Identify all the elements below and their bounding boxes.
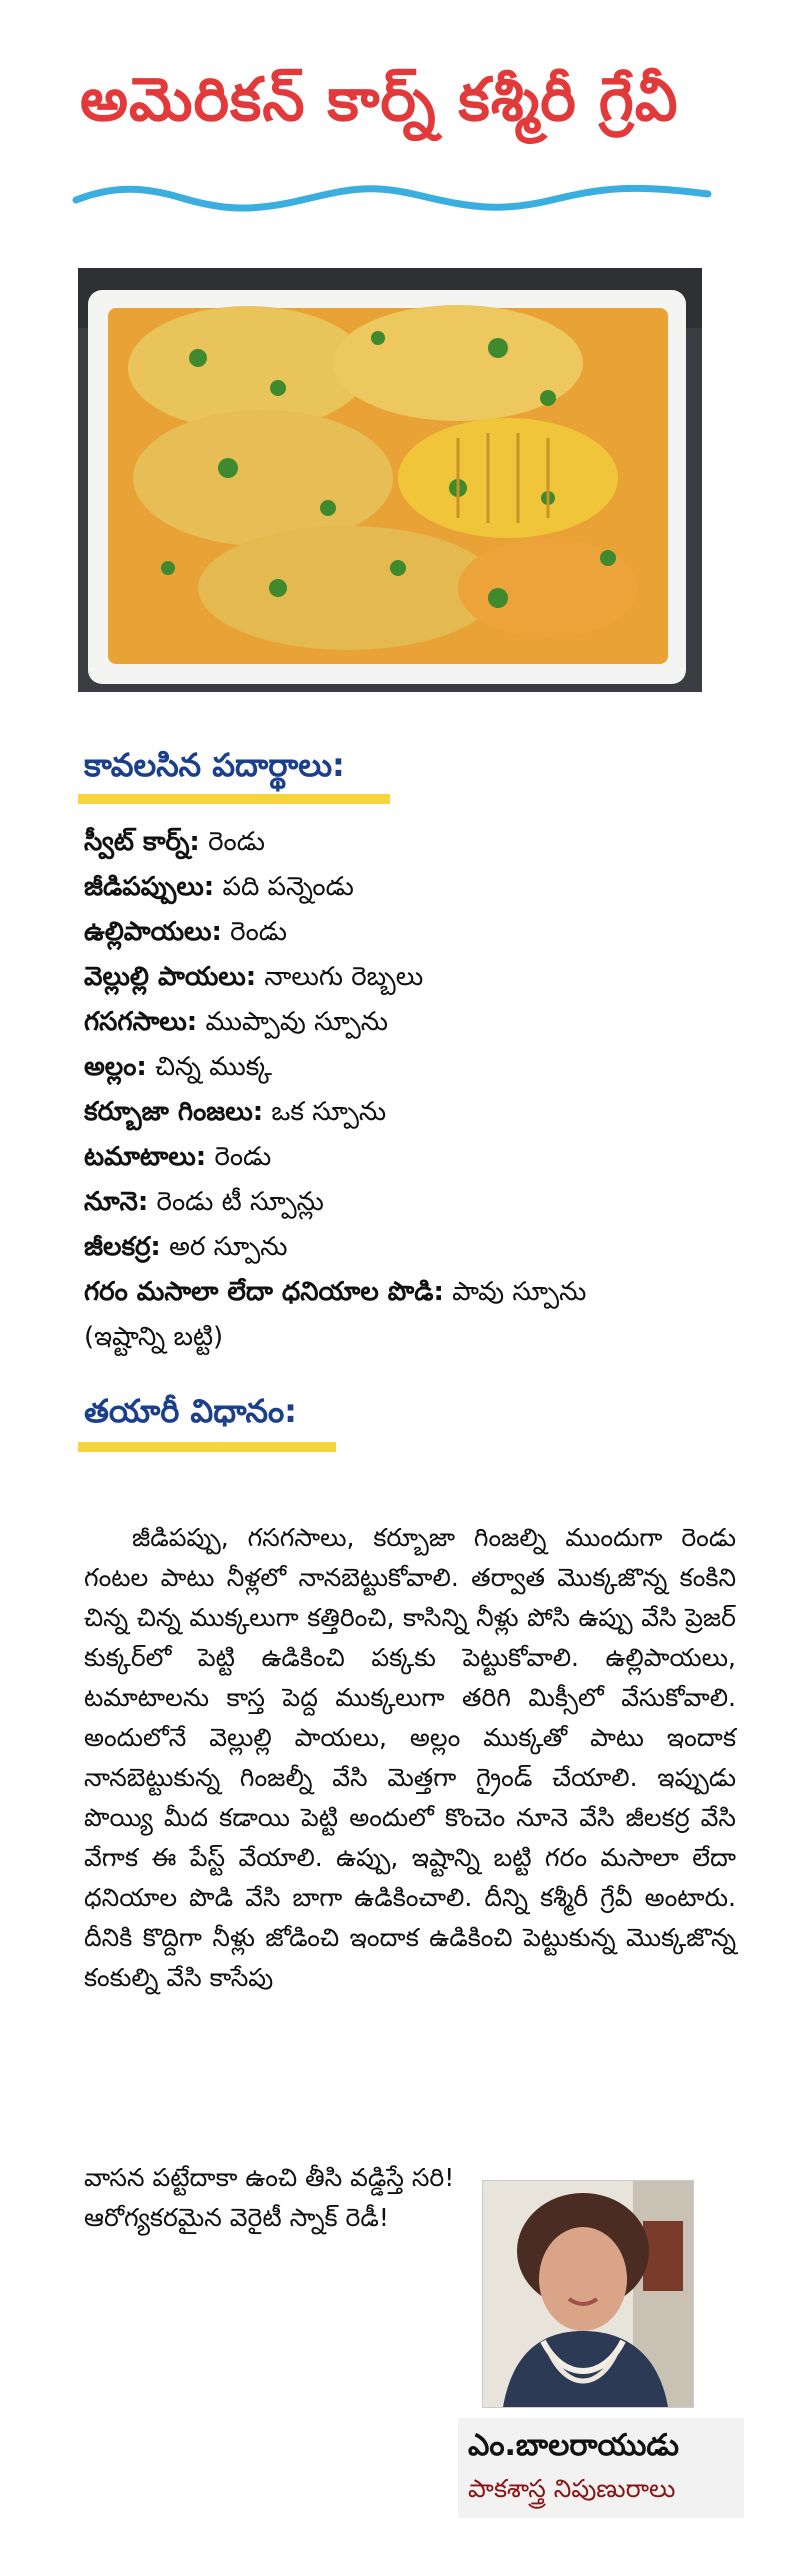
author-photo	[482, 2180, 694, 2408]
dish-photo	[78, 268, 702, 692]
ingredient-row: గరం మసాలా లేదా ధనియాల పొడి: పావు స్పూను	[84, 1277, 587, 1307]
ingredient-row: స్వీట్ కార్న్: రెండు	[84, 827, 265, 857]
ingredient-note: (ఇష్టాన్ని బట్టి)	[84, 1322, 224, 1352]
ingredient-row: కర్బూజా గింజలు: ఒక స్పూను	[84, 1097, 387, 1127]
method-body	[84, 1518, 736, 1998]
method-tail: వాసన పట్టేదాకా ఉంచి తీసి వడ్డిస్తే సరి! ఆరోగ్యకరమైన వెరైటీ స్నాక్ రెడీ!	[84, 2163, 455, 2232]
author-name: ఎం.బాలరాయుడు	[468, 2428, 680, 2463]
ingredient-row: టమాటాలు: రెండు	[84, 1142, 272, 1172]
ingredient-row: నూనె: రెండు టీ స్పూన్లు	[84, 1187, 324, 1217]
method-heading: తయారీ విధానం:	[84, 1392, 297, 1438]
heading-underline	[78, 794, 390, 804]
ingredients-list	[84, 820, 724, 1360]
ingredient-row: జీలకర్ర: అర స్పూను	[84, 1232, 288, 1262]
title-wave-decoration	[72, 178, 712, 218]
ingredient-row: జీడిపప్పులు: పది పన్నెండు	[84, 872, 354, 902]
ingredients-heading: కావలసిన పదార్థాలు:	[84, 746, 345, 792]
ingredient-row: వెల్లుల్లి పాయలు: నాలుగు రెబ్బలు	[84, 962, 424, 992]
ingredient-row: గసగసాలు: ముప్పావు స్పూను	[84, 1007, 389, 1037]
method-paragraph: జీడిపప్పు, గసగసాలు, కర్బూజా గింజల్ని ముందుగా రెండు గంటల పాటు నీళ్లలో నానబెట్టుకోవాలి. తర్వాత మొక్కజొన్న కంకిని చిన్న చిన్న ముక్కలుగా కత్తిరించి, కాసిన్ని నీళ్లు పోసి ఉప్పు వేసి ప్రెజర్ కుక్కర్‌లో పెట్టి ఉడికించి పక్కకు పెట్టుకోవాలి. ఉల్లిపాయలు, టమాటాలను కాస్త పెద్ద ముక్కలుగా తరిగి మిక్సీలో వేసుకోవాలి. అందులోనే వెల్లుల్లి పాయలు, అల్లం ముక్కతో పాటు ఇందాక నానబెట్టుకున్న గింజల్నీ వేసి మెత్తగా గ్రైండ్ చేయాలి. ఇప్పుడు పొయ్యి మీద కడాయి పెట్టి అందులో కొంచెం నూనె వేసి జీలకర్ర వేసి వేగాక ఈ పేస్ట్ వేయాలి. ఉప్పు, ఇష్టాన్ని బట్టి గరం మసాలా లేదా ధనియాల పొడి వేసి బాగా ఉడికించాలి. దీన్ని కశ్మీరీ గ్రేవీ అంటారు. దీనికి కొద్దిగా నీళ్లు జోడించి ఇందాక ఉడికించి పెట్టుకున్న మొక్కజొన్న కంకుల్ని వేసి కాసేపు	[84, 1523, 736, 1992]
heading-underline	[78, 1442, 336, 1452]
article-title: అమెరికన్ కార్న్ కశ్మీరీ గ్రేవీ	[80, 65, 679, 135]
ingredient-row: ఉల్లిపాయలు: రెండు	[84, 917, 287, 947]
author-role: పాకశాస్త్ర నిపుణురాలు	[468, 2474, 676, 2503]
author-byline	[458, 2418, 744, 2518]
ingredient-row: అల్లం: చిన్న ముక్క	[84, 1052, 272, 1082]
